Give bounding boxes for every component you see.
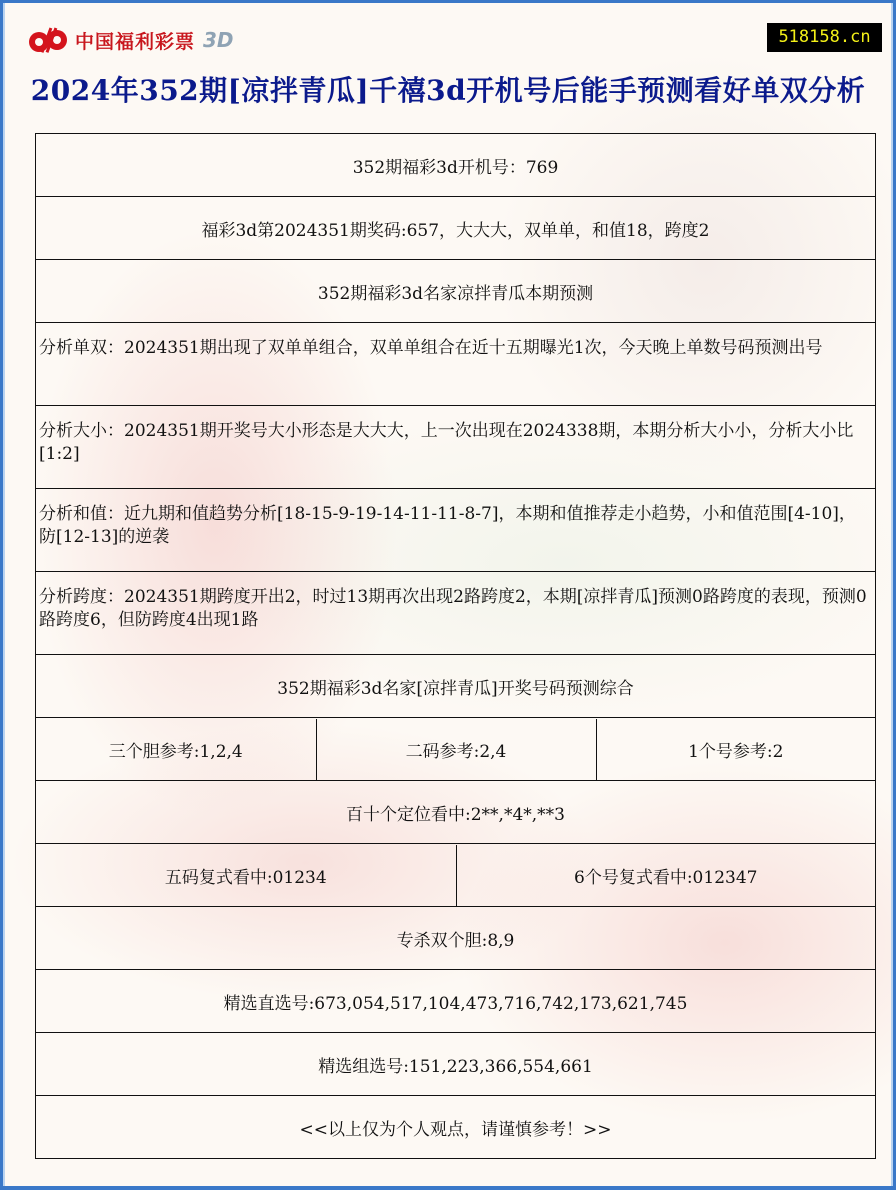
table-row bbox=[36, 844, 876, 907]
logo-text: 中国福利彩票 bbox=[75, 30, 196, 53]
group-picks-cell: 精选组选号:151,223,366,554,661 bbox=[36, 1033, 876, 1096]
table-row bbox=[36, 1033, 876, 1096]
table-row bbox=[36, 197, 876, 260]
kill-pair-cell: 专杀双个胆:8,9 bbox=[36, 907, 876, 970]
table-row bbox=[36, 718, 876, 781]
one-number-cell: 1个号参考:2 bbox=[688, 741, 784, 762]
table-row bbox=[36, 781, 876, 844]
open-number-cell: 352期福彩3d开机号：769 bbox=[36, 134, 876, 197]
table-row bbox=[36, 1096, 876, 1159]
welfare-lottery-logo-icon bbox=[25, 25, 69, 55]
table-row bbox=[36, 572, 876, 655]
two-code-cell: 二码参考:2,4 bbox=[316, 719, 596, 780]
site-badge[interactable]: 518158.cn bbox=[767, 23, 882, 52]
three-dan-cell: 三个胆参考:1,2,4 bbox=[36, 719, 316, 780]
logo-3d-suffix: 3D bbox=[203, 28, 234, 52]
position-pick-cell: 百十个定位看中:2**,*4*,**3 bbox=[36, 781, 876, 844]
compound-row bbox=[36, 844, 876, 907]
five-code-cell: 五码复式看中:01234 bbox=[36, 845, 456, 906]
big-small-analysis-cell: 分析大小：2024351期开奖号大小形态是大大大，上一次出现在2024338期，本期分析大小小，分析大小比[1:2] bbox=[36, 406, 876, 489]
section-heading-cell: 352期福彩3d名家凉拌青瓜本期预测 bbox=[36, 260, 876, 323]
table-row bbox=[36, 406, 876, 489]
sum-analysis-cell: 分析和值：近九期和值趋势分析[18-15-9-19-14-11-11-8-7]，本期和值推荐走小趋势，小和值范围[4-10]，防[12-13]的逆袭 bbox=[36, 489, 876, 572]
direct-picks-cell: 精选直选号:673,054,517,104,473,716,742,173,621,745 bbox=[36, 970, 876, 1033]
prediction-table bbox=[35, 133, 876, 1159]
table-row bbox=[36, 907, 876, 970]
table-row bbox=[36, 260, 876, 323]
span-analysis-cell: 分析跨度：2024351期跨度开出2，时过13期再次出现2路跨度2，本期[凉拌青瓜]预测0路跨度的表现，预测0路跨度6，但防跨度4出现1路 bbox=[36, 572, 876, 655]
table-row bbox=[36, 134, 876, 197]
lottery-logo[interactable] bbox=[25, 25, 234, 55]
last-draw-cell: 福彩3d第2024351期奖码:657，大大大，双单单，和值18，跨度2 bbox=[36, 197, 876, 260]
table-row bbox=[36, 489, 876, 572]
odd-even-analysis-cell: 分析单双：2024351期出现了双单单组合，双单单组合在近十五期曝光1次，今天晚上单数号码预测出号 bbox=[36, 323, 876, 406]
page-frame bbox=[3, 3, 893, 1186]
disclaimer-cell: <<以上仅为个人观点，请谨慎参考！>> bbox=[36, 1096, 876, 1159]
table-row bbox=[36, 655, 876, 718]
reference-row bbox=[36, 718, 876, 781]
table-row bbox=[36, 323, 876, 406]
page-title: 2024年352期[凉拌青瓜]千禧3d开机号后能手预测看好单双分析 bbox=[30, 74, 866, 107]
six-number-cell: 6个号复式看中:012347 bbox=[574, 867, 758, 888]
summary-heading-cell: 352期福彩3d名家[凉拌青瓜]开奖号码预测综合 bbox=[36, 655, 876, 718]
table-row bbox=[36, 970, 876, 1033]
